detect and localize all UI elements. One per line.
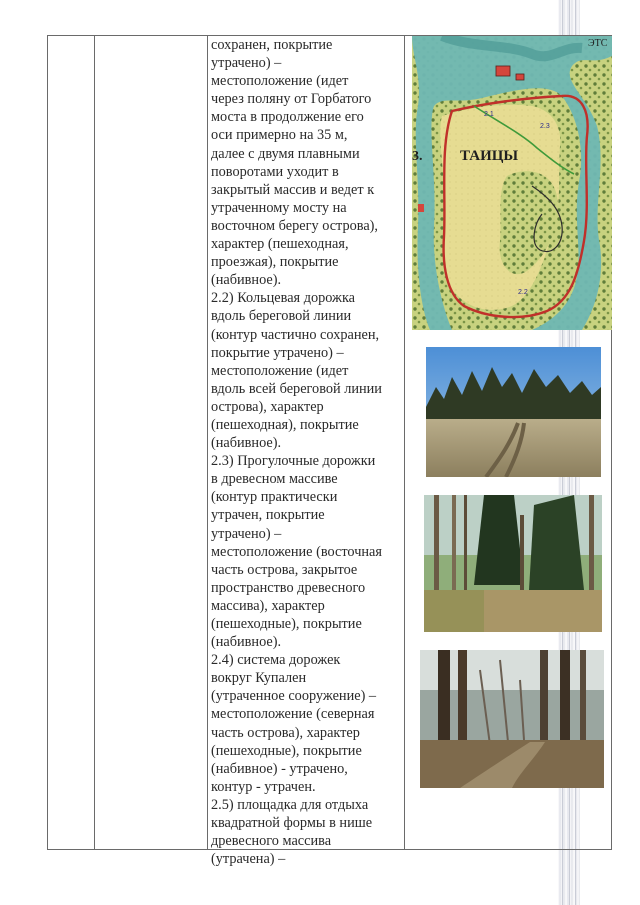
text-line: (утраченное сооружение) –: [211, 688, 377, 705]
text-line: моста в продолжение его: [211, 109, 364, 126]
text-line: контур - утрачен.: [211, 778, 316, 795]
paths-description: [211, 36, 401, 868]
text-line: часть острова, закрытое: [211, 561, 358, 578]
table-column-border: [207, 35, 208, 850]
map-building: [496, 66, 510, 76]
text-line: (пешеходные), покрытие: [211, 616, 362, 632]
tree-trunk: [464, 495, 467, 595]
photo-forest-clearing: [424, 495, 602, 632]
undergrowth: [424, 590, 484, 632]
text-line: 2.5) площадка для отдыха: [211, 796, 369, 813]
map-building: [516, 74, 524, 80]
text-line: через поляну от Горбатого: [211, 91, 372, 108]
tree-trunk: [560, 650, 570, 755]
text-line: 2.4) система дорожек: [211, 652, 341, 669]
text-line: (контур частично сохранен,: [211, 326, 380, 343]
text-line: 2.3) Прогулочные дорожки: [211, 453, 376, 470]
tree-trunk: [589, 495, 594, 605]
text-line: вдоль всей береговой линии: [211, 380, 382, 397]
text-line: острова), характер: [211, 398, 324, 415]
meadow-ground: [426, 419, 601, 477]
text-line: оси примерно на 35 м,: [211, 127, 348, 144]
text-line: (утрачена) –: [211, 851, 286, 868]
text-line: проезжая), покрытие: [211, 254, 339, 271]
text-line: покрытие утрачено) –: [211, 344, 344, 361]
table-column-border: [94, 35, 95, 850]
map-path-label: 2.3: [540, 123, 550, 130]
text-line: 2.2) Кольцевая дорожка: [211, 290, 356, 307]
text-line: (контур практически: [211, 489, 338, 506]
text-line: характер (пешеходная,: [211, 236, 349, 253]
text-line: (набивное).: [211, 435, 282, 452]
text-line: закрытый массив и ведет к: [211, 181, 375, 198]
text-line: утрачен, покрытие: [211, 507, 325, 524]
text-line: (набивное).: [211, 634, 282, 651]
text-line: местоположение (северная: [211, 706, 375, 723]
text-line: квадратной формы в нише: [211, 815, 373, 832]
text-line: далее с двумя плавными: [211, 145, 360, 162]
text-line: вдоль береговой линии: [211, 308, 352, 325]
text-line: поворотами уходит в: [211, 163, 339, 180]
text-line: древесного массива: [211, 833, 332, 850]
text-line: (пешеходная), покрытие: [211, 416, 359, 433]
tree-trunk: [540, 650, 548, 745]
map-corner-label: ЭТС: [588, 38, 608, 49]
text-line: местоположение (идет: [211, 362, 349, 379]
text-line: местоположение (идет: [211, 73, 349, 90]
text-line: утрачено) –: [211, 55, 282, 72]
map-place-label: ТАИЦЫ: [460, 148, 519, 164]
historical-map: [412, 36, 612, 330]
text-line: восточном берегу острова),: [211, 217, 379, 234]
text-line: утраченному мосту на: [211, 199, 347, 216]
text-line: вокруг Купален: [211, 670, 307, 687]
tree-trunk: [452, 495, 456, 600]
tree-trunk: [580, 650, 586, 750]
text-line: сохранен, покрытие: [211, 37, 333, 53]
text-line: (пешеходные), покрытие: [211, 742, 362, 759]
table-column-border: [47, 35, 48, 850]
text-line: утрачено) –: [211, 525, 282, 542]
text-line: (набивное).: [211, 272, 282, 289]
map-path-label: 2.1: [484, 111, 494, 118]
text-line: (набивное) - утрачено,: [211, 760, 348, 777]
tree-trunk: [458, 650, 467, 750]
tree-trunk: [434, 495, 439, 605]
text-line: массива), характер: [211, 597, 325, 614]
text-line: часть острова), характер: [211, 724, 360, 741]
table-column-border: [404, 35, 405, 850]
photo-meadow-track: [426, 347, 601, 477]
photo-forest-path: [420, 650, 604, 788]
text-line: пространство древесного: [211, 579, 366, 596]
map-left-fragment: 3.: [412, 149, 423, 164]
map-building: [418, 204, 424, 212]
text-line: в древесном массиве: [211, 471, 338, 488]
text-line: местоположение (восточная: [211, 543, 382, 560]
map-path-label: 2.2: [518, 289, 528, 296]
